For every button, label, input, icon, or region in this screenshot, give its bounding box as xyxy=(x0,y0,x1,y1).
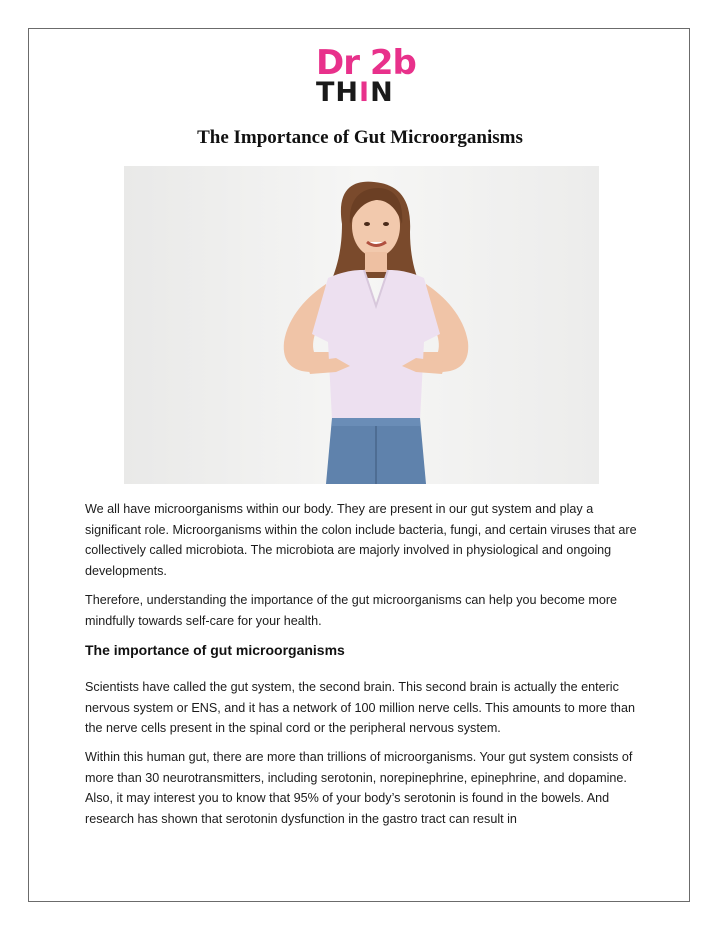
page-title: The Importance of Gut Microorganisms xyxy=(197,127,523,148)
followup-paragraph: Therefore, understanding the importance of the gut microorganisms can help you become more mindfully towards self-care for your health. xyxy=(85,593,618,628)
dr2bthin-logo xyxy=(316,43,424,110)
neurotransmitters-paragraph: Within this human gut, there are more than trillions of microorganisms. Your gut system consists of more than 30 neurotransmitters, including serotonin, norepinephrine, epinephrine, and dopamine. Also, it may interest you to know that 95% of your body’s serotonin is found in the bowels. And research has shown that serotonin dysfunction in the gastro tract can result in xyxy=(85,750,633,826)
logo-line-1: Dr 2b xyxy=(316,43,416,83)
section-heading: The importance of gut microorganisms xyxy=(85,642,345,658)
second-brain-paragraph: Scientists have called the gut system, the second brain. This second brain is actually the enteric nervous system or ENS, and it has a network of 100 million nerve cells. This amounts to more than the nerve cells present in the spinal cord or the peripheral nervous system. xyxy=(85,680,635,735)
woman-pointing-at-stomach-image xyxy=(124,166,599,484)
intro-paragraph: We all have microorganisms within our body. They are present in our gut system and play a significant role. Microorganisms within the colon include bacteria, fungi, and certain viruses that are collectively called microbiota. The microbiota are majorly involved in physiological and ongoing developments. xyxy=(85,502,637,578)
logo-line-2: THIN xyxy=(316,77,394,108)
